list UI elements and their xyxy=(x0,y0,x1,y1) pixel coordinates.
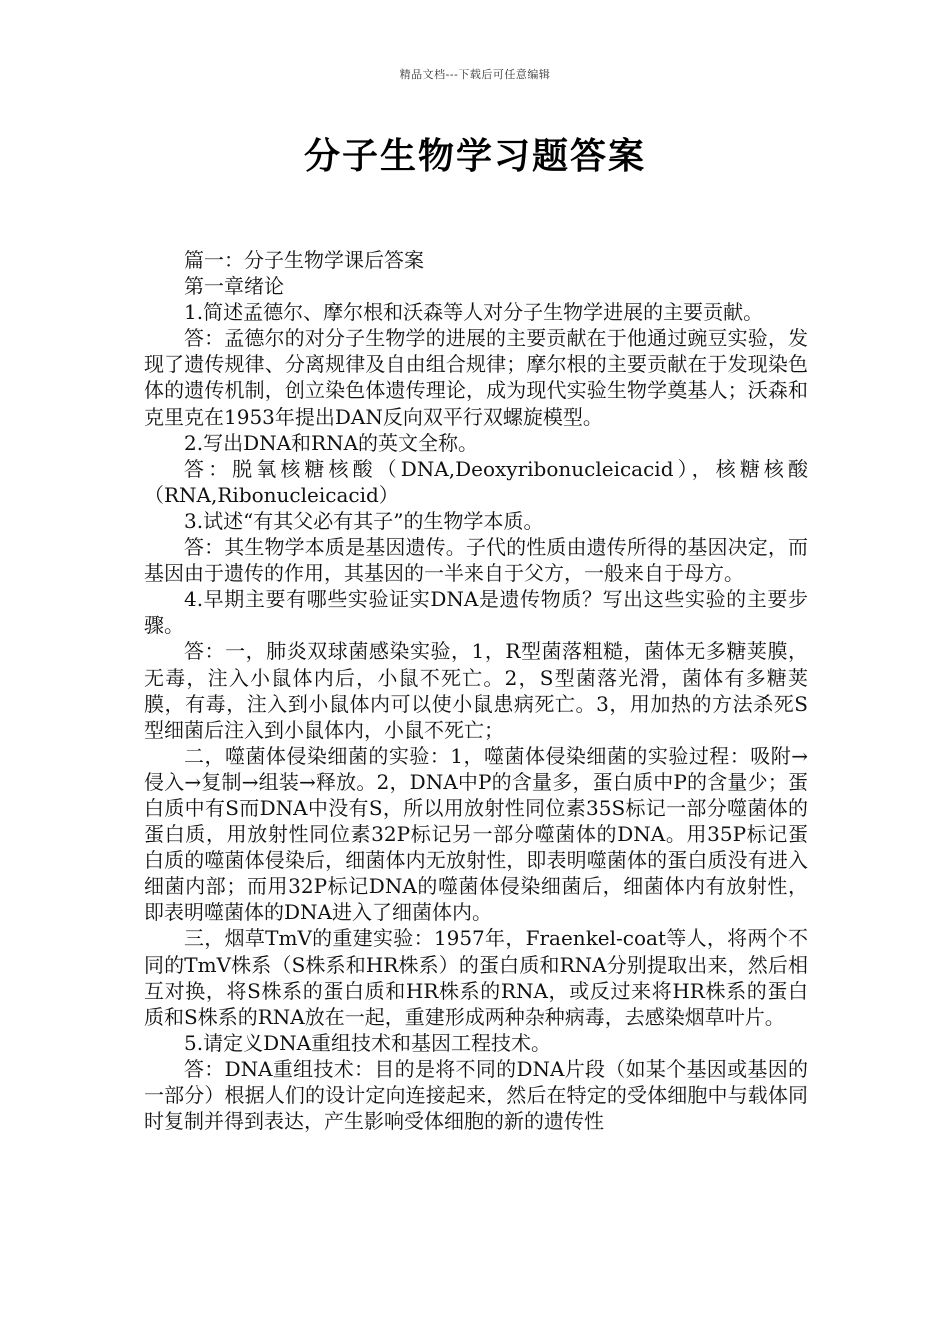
question-paragraph: 3.试述“有其父必有其子”的生物学本质。 xyxy=(184,508,544,533)
answer-paragraph: 答：其生物学本质是基因遗传。子代的性质由遗传所得的基因决定，而基因由于遗传的作用，其基因的一半来自于父方，一般来自于母方。 xyxy=(144,535,808,586)
section-heading: 篇一：分子生物学课后答案 xyxy=(184,248,424,272)
answer-paragraph: 答：脱氧核糖核酸（DNA,Deoxyribonucleicacid），核糖核酸（RNA,Ribonucleicacid） xyxy=(144,456,808,507)
answer-paragraph: 二，噬菌体侵染细菌的实验：1，噬菌体侵染细菌的实验过程：吸附→侵入→复制→组装→释放。2，DNA中P的含量多，蛋白质中P的含量少；蛋白质中有S而DNA中没有S，所以用放射性同位素35S标记一部分噬菌体的蛋白质，用放射性同位素32P标记另一部分噬菌体的DNA。用35P标记蛋白质的噬菌体侵染后，细菌体内无放射性，即表明噬菌体的蛋白质没有进入细菌内部；而用32P标记DNA的噬菌体侵染细菌后，细菌体内有放射性，即表明噬菌体的DNA进入了细菌体内。 xyxy=(144,743,808,925)
header-note: 精品文档---下载后可任意编辑 xyxy=(399,68,551,81)
document-title: 分子生物学习题答案 xyxy=(303,136,646,177)
document-body xyxy=(144,247,808,1134)
question-paragraph: 1.简述孟德尔、摩尔根和沃森等人对分子生物学进展的主要贡献。 xyxy=(184,300,764,325)
answer-paragraph: 三，烟草TmV的重建实验：1957年，Fraenkel-coat等人，将两个不同的TmV株系（S株系和HR株系）的蛋白质和RNA分别提取出来，然后相互对换，将S株系的蛋白质和HR株系的RNA，或反过来将HR株系的蛋白质和S株系的RNA放在一起，重建形成两种杂种病毒，去感染烟草叶片。 xyxy=(144,926,808,1029)
answer-paragraph: 答：孟德尔的对分子生物学的进展的主要贡献在于他通过豌豆实验，发现了遗传规律、分离规律及自由组合规律；摩尔根的主要贡献在于发现染色体的遗传机制，创立染色体遗传理论，成为现代实验生物学奠基人；沃森和克里克在1953年提出DAN反向双平行双螺旋模型。 xyxy=(144,326,808,429)
answer-paragraph: 答：DNA重组技术：目的是将不同的DNA片段（如某个基因或基因的一部分）根据人们的设计定向连接起来，然后在特定的受体细胞中与载体同时复制并得到表达，产生影响受体细胞的新的遗传性 xyxy=(144,1056,808,1134)
question-paragraph: 4.早期主要有哪些实验证实DNA是遗传物质？写出这些实验的主要步骤。 xyxy=(144,587,808,638)
question-paragraph: 5.请定义DNA重组技术和基因工程技术。 xyxy=(184,1030,552,1055)
answer-paragraph: 答：一，肺炎双球菌感染实验，1，R型菌落粗糙，菌体无多糖荚膜，无毒，注入小鼠体内后，小鼠不死亡。2，S型菌落光滑，菌体有多糖荚膜，有毒，注入到小鼠体内可以使小鼠患病死亡。3，用加热的方法杀死S型细菌后注入到小鼠体内，小鼠不死亡； xyxy=(144,639,808,742)
chapter-heading: 第一章绪论 xyxy=(184,274,284,299)
question-paragraph: 2.写出DNA和RNA的英文全称。 xyxy=(184,430,479,455)
